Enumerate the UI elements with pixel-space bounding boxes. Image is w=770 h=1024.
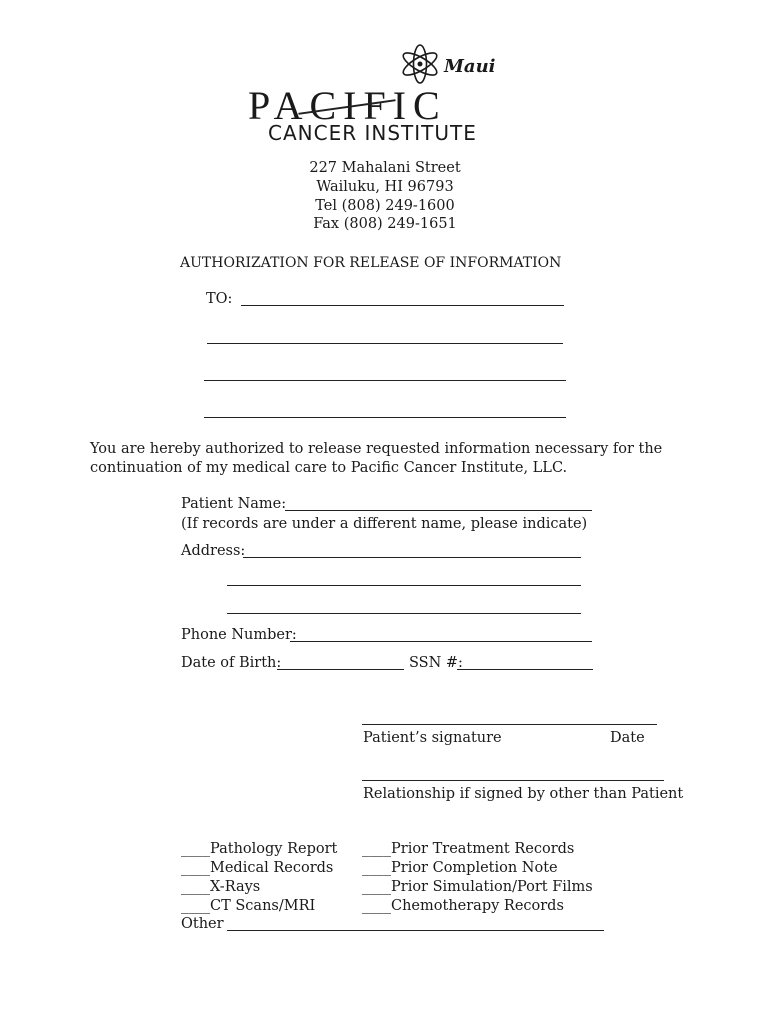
to-line-3[interactable] (204, 380, 566, 381)
relationship-label: Relationship if signed by other than Patient (363, 786, 684, 802)
other-label: Other (181, 916, 224, 932)
dob-line[interactable] (277, 669, 404, 670)
patient-name-note: (If records are under a different name, please indicate) (181, 516, 588, 532)
other-line[interactable] (227, 930, 604, 931)
phone-line[interactable] (290, 641, 592, 642)
signature-date-label: Date (610, 730, 645, 746)
atom-icon (398, 42, 442, 86)
address-label: Address: (181, 543, 246, 559)
dob-label: Date of Birth: (181, 655, 282, 671)
address-tel: Tel (808) 249-1600 (315, 198, 455, 214)
record-item-prior-treatment-records[interactable]: ____Prior Treatment Records (362, 841, 575, 857)
address-line-1[interactable] (243, 557, 581, 558)
logo-name: PACIFIC (248, 83, 447, 128)
record-item-chemotherapy-records[interactable]: ____Chemotherapy Records (362, 898, 564, 914)
authorization-text-line1: You are hereby authorized to release requested information necessary for the (90, 441, 663, 457)
form-title: AUTHORIZATION FOR RELEASE OF INFORMATION (180, 255, 562, 271)
to-line-4[interactable] (204, 417, 566, 418)
address-fax: Fax (808) 249-1651 (313, 216, 457, 232)
record-item-ct-scans-mri[interactable]: ____CT Scans/MRI (181, 898, 316, 914)
relationship-line[interactable] (362, 780, 664, 781)
ssn-line[interactable] (457, 669, 593, 670)
phone-label: Phone Number: (181, 627, 297, 643)
address-line-2[interactable] (227, 585, 581, 586)
address-street: 227 Mahalani Street (309, 160, 461, 176)
ssn-label: SSN #: (409, 655, 463, 671)
signature-label: Patient’s signature (363, 730, 502, 746)
patient-name-line[interactable] (285, 510, 592, 511)
patient-name-label: Patient Name: (181, 496, 287, 512)
logo-region: Maui (444, 56, 496, 77)
record-item-prior-simulation-port-films[interactable]: ____Prior Simulation/Port Films (362, 879, 593, 895)
to-label: TO: (206, 291, 233, 307)
address-city: Wailuku, HI 96793 (316, 179, 454, 195)
record-item-prior-completion-note[interactable]: ____Prior Completion Note (362, 860, 558, 876)
to-line-1[interactable] (241, 305, 564, 306)
logo-subtitle: CANCER INSTITUTE (268, 121, 477, 145)
to-line-2[interactable] (207, 343, 563, 344)
signature-line[interactable] (362, 724, 657, 725)
record-item-medical-records[interactable]: ____Medical Records (181, 860, 334, 876)
record-item-x-rays[interactable]: ____X-Rays (181, 879, 261, 895)
authorization-text-line2: continuation of my medical care to Pacific Cancer Institute, LLC. (90, 460, 568, 476)
address-line-3[interactable] (227, 613, 581, 614)
record-item-pathology-report[interactable]: ____Pathology Report (181, 841, 338, 857)
